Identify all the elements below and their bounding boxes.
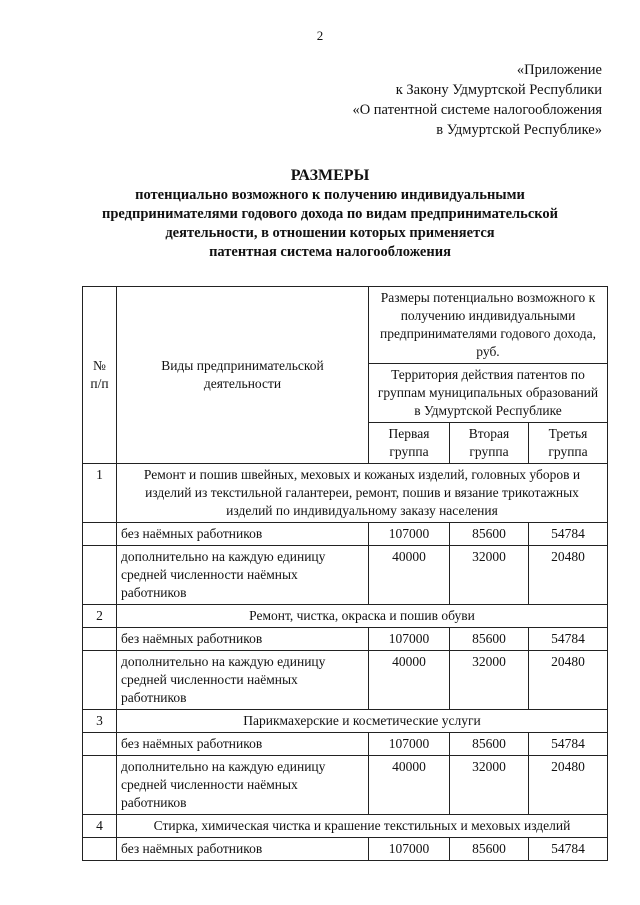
section-row bbox=[83, 815, 608, 838]
empty-cell bbox=[83, 546, 117, 605]
row-label: дополнительно на каждую единицу средней численности наёмных работников bbox=[117, 756, 369, 815]
table-row bbox=[83, 733, 608, 756]
value-third-group: 54784 bbox=[529, 733, 608, 756]
income-table bbox=[82, 286, 608, 861]
group-header-second: Вторая группа bbox=[450, 423, 529, 464]
table-header-row bbox=[83, 287, 608, 364]
table-row bbox=[83, 651, 608, 710]
value-first-group: 107000 bbox=[369, 523, 450, 546]
row-label: без наёмных работников bbox=[117, 628, 369, 651]
table-row bbox=[83, 838, 608, 861]
value-third-group: 20480 bbox=[529, 546, 608, 605]
section-title: Ремонт и пошив швейных, меховых и кожаных изделий, головных уборов и изделий из текстильной галантереи, ремонт, пошив и вязание трикотажных изделий по индивидуальному заказу населения bbox=[117, 464, 608, 523]
table-row bbox=[83, 523, 608, 546]
group-header-first: Первая группа bbox=[369, 423, 450, 464]
value-first-group: 40000 bbox=[369, 546, 450, 605]
col-activity-header: Виды предпринимательской деятельности bbox=[117, 287, 369, 464]
section-number: 4 bbox=[83, 815, 117, 838]
row-label: дополнительно на каждую единицу средней численности наёмных работников bbox=[117, 546, 369, 605]
section-row bbox=[83, 605, 608, 628]
empty-cell bbox=[83, 838, 117, 861]
value-third-group: 54784 bbox=[529, 838, 608, 861]
section-title: Стирка, химическая чистка и крашение текстильных и меховых изделий bbox=[117, 815, 608, 838]
table-row bbox=[83, 756, 608, 815]
value-first-group: 107000 bbox=[369, 628, 450, 651]
value-third-group: 54784 bbox=[529, 523, 608, 546]
section-title: Ремонт, чистка, окраска и пошив обуви bbox=[117, 605, 608, 628]
value-third-group: 54784 bbox=[529, 628, 608, 651]
empty-cell bbox=[83, 733, 117, 756]
value-second-group: 85600 bbox=[450, 628, 529, 651]
value-second-group: 32000 bbox=[450, 756, 529, 815]
value-first-group: 40000 bbox=[369, 756, 450, 815]
section-number: 3 bbox=[83, 710, 117, 733]
value-second-group: 85600 bbox=[450, 838, 529, 861]
empty-cell bbox=[83, 756, 117, 815]
row-label: дополнительно на каждую единицу средней численности наёмных работников bbox=[117, 651, 369, 710]
empty-cell bbox=[83, 523, 117, 546]
empty-cell bbox=[83, 651, 117, 710]
section-row bbox=[83, 464, 608, 523]
appendix-line: в Удмуртской Республике» bbox=[436, 122, 602, 138]
value-first-group: 107000 bbox=[369, 838, 450, 861]
table-row bbox=[83, 628, 608, 651]
row-label: без наёмных работников bbox=[117, 733, 369, 756]
appendix-line: «О патентной системе налогообложения bbox=[352, 102, 602, 118]
value-second-group: 32000 bbox=[450, 546, 529, 605]
empty-cell bbox=[83, 628, 117, 651]
row-label: без наёмных работников bbox=[117, 838, 369, 861]
col-territory-header: Территория действия патентов по группам муниципальных образований в Удмуртской Республике bbox=[369, 364, 608, 423]
appendix-header bbox=[352, 60, 602, 140]
heading-line: потенциально возможного к получению индивидуальными bbox=[135, 187, 525, 203]
col-income-header: Размеры потенциально возможного к получению индивидуальными предпринимателями годового дохода, руб. bbox=[369, 287, 608, 364]
section-number: 2 bbox=[83, 605, 117, 628]
value-second-group: 32000 bbox=[450, 651, 529, 710]
appendix-line: к Закону Удмуртской Республики bbox=[395, 82, 602, 98]
heading-line: патентная система налогообложения bbox=[209, 244, 451, 260]
page-number: 2 bbox=[316, 28, 324, 43]
col-number-header: № п/п bbox=[83, 287, 117, 464]
section-number: 1 bbox=[83, 464, 117, 523]
appendix-line: «Приложение bbox=[516, 62, 602, 78]
value-first-group: 40000 bbox=[369, 651, 450, 710]
value-second-group: 85600 bbox=[450, 733, 529, 756]
heading-line: предпринимателями годового дохода по видам предпринимательской bbox=[101, 206, 559, 222]
value-third-group: 20480 bbox=[529, 756, 608, 815]
value-first-group: 107000 bbox=[369, 733, 450, 756]
section-row bbox=[83, 710, 608, 733]
value-third-group: 20480 bbox=[529, 651, 608, 710]
section-title: Парикмахерские и косметические услуги bbox=[117, 710, 608, 733]
group-header-third: Третья группа bbox=[529, 423, 608, 464]
heading-line: деятельности, в отношении которых применяется bbox=[165, 225, 495, 241]
value-second-group: 85600 bbox=[450, 523, 529, 546]
document-heading bbox=[80, 166, 580, 262]
table-row bbox=[83, 546, 608, 605]
document-title: РАЗМЕРЫ bbox=[290, 167, 370, 184]
row-label: без наёмных работников bbox=[117, 523, 369, 546]
